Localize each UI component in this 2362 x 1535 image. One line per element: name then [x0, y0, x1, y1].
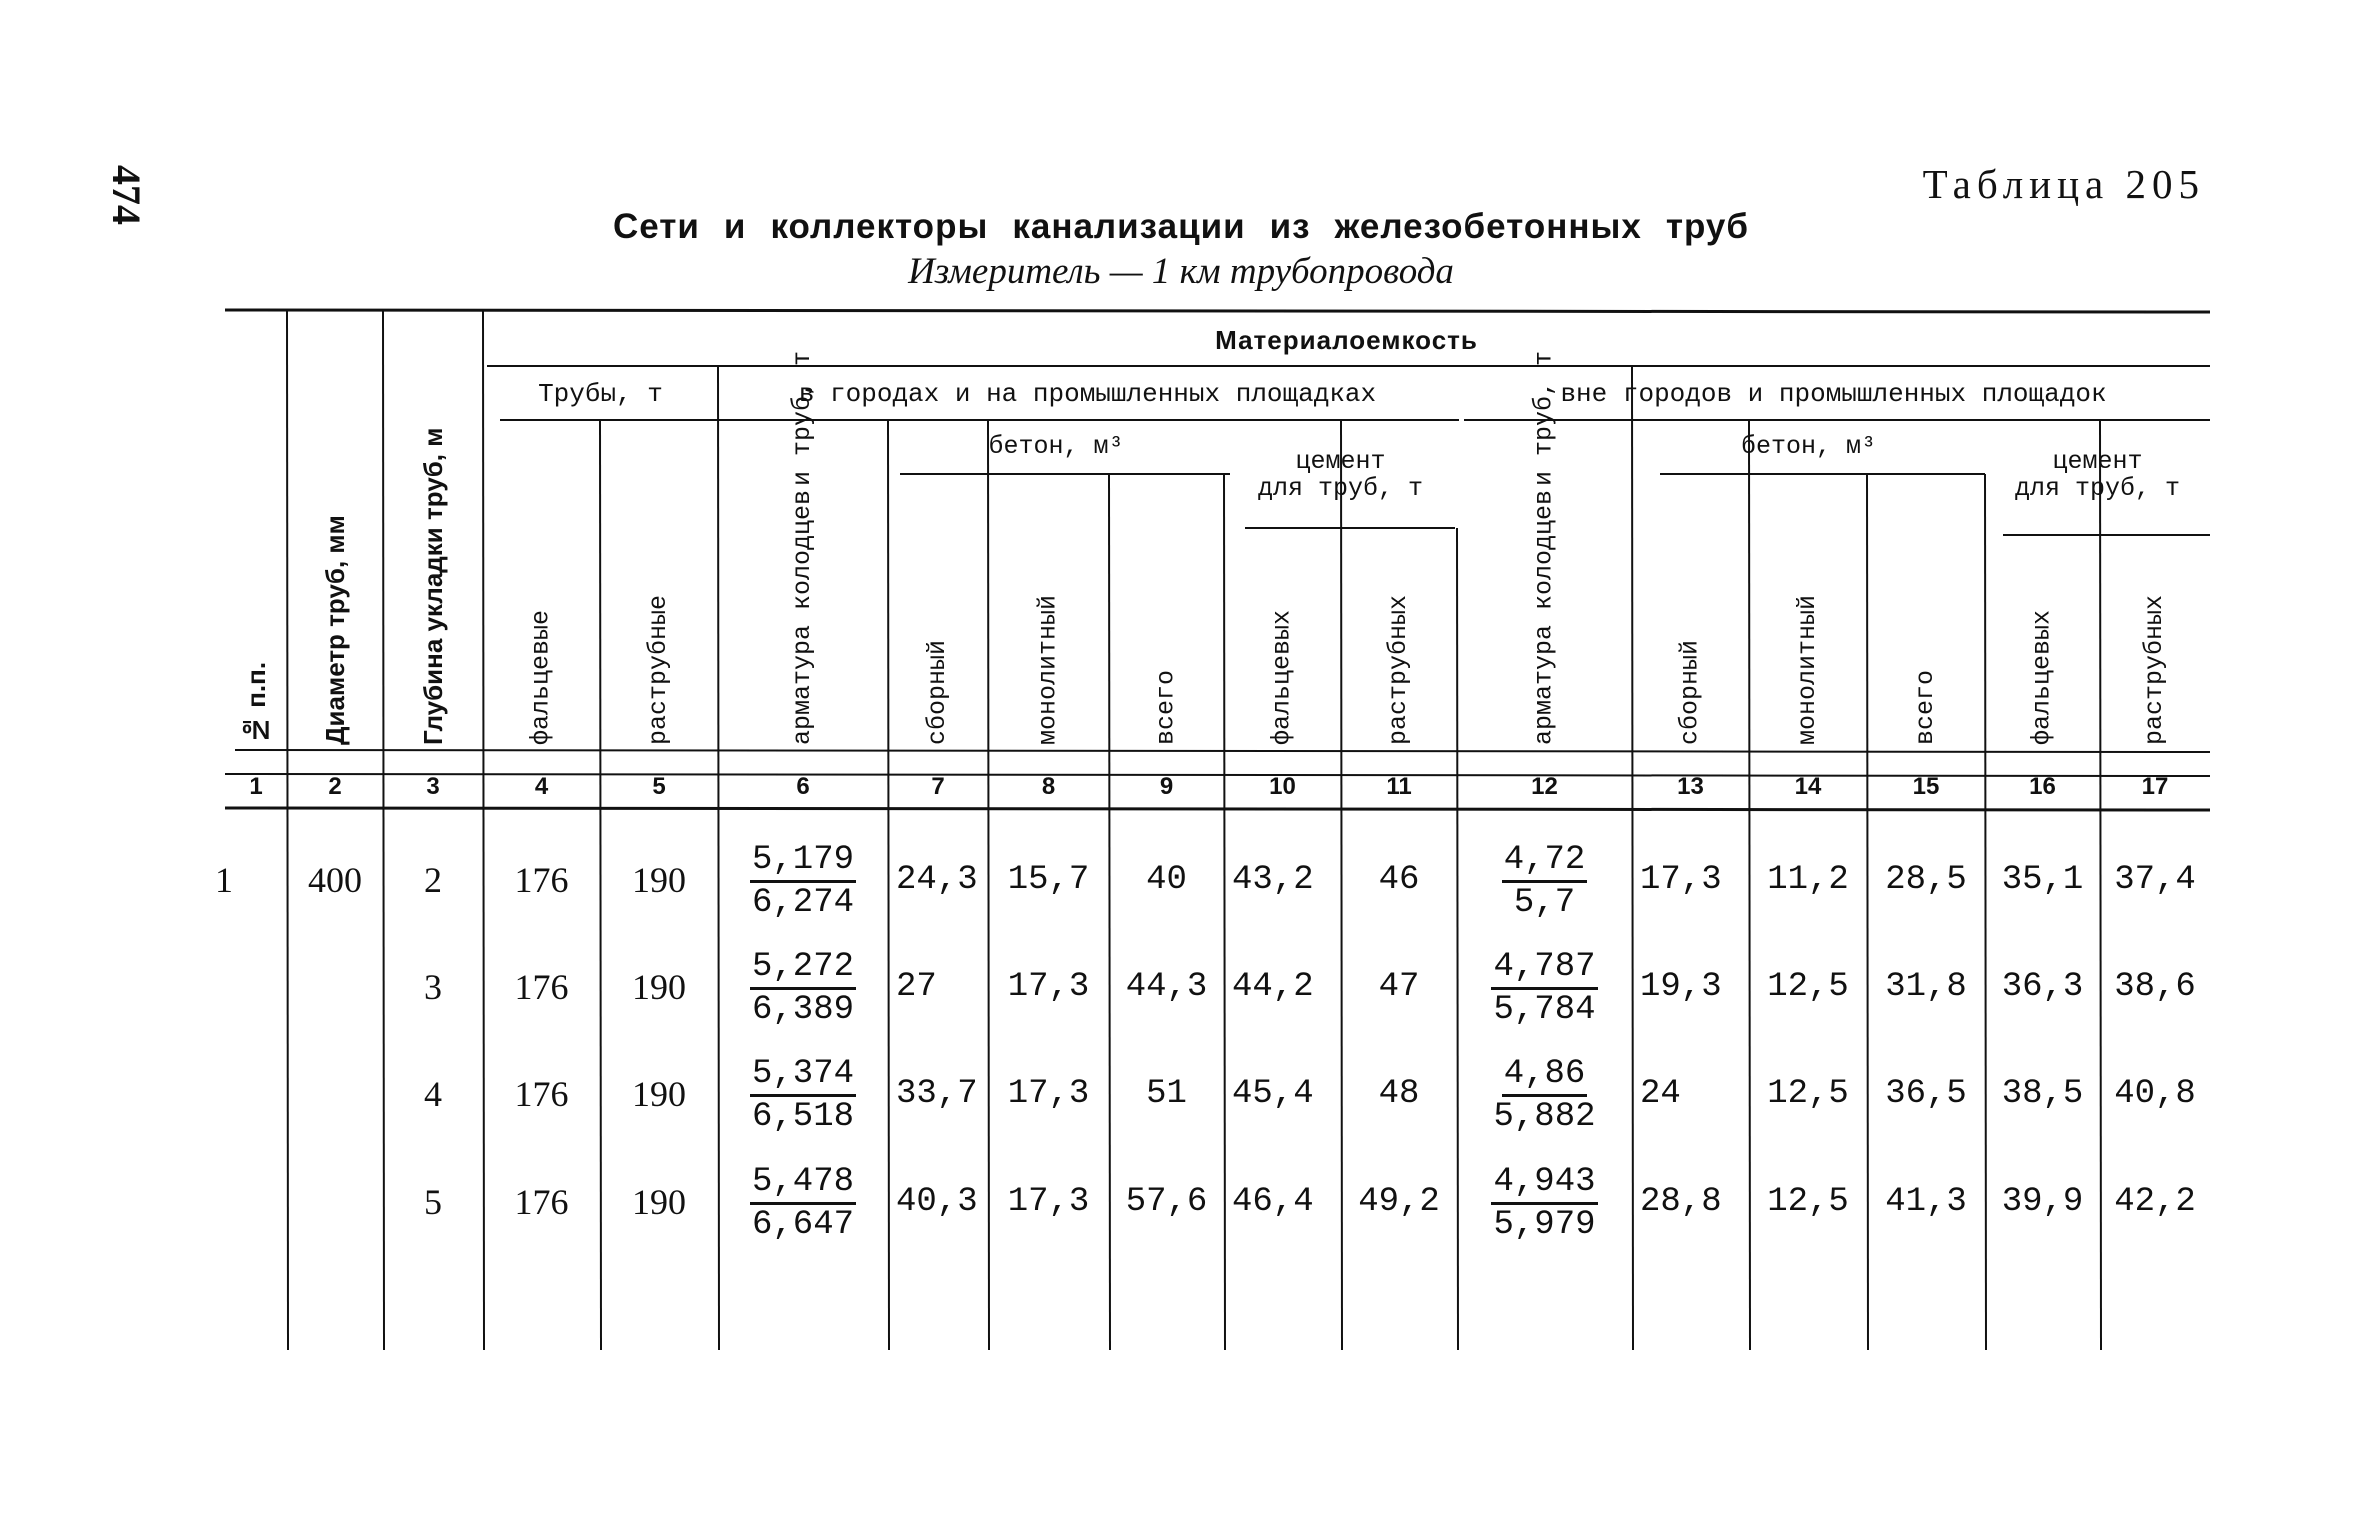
- fraction-denominator: 6,518: [751, 1098, 855, 1136]
- table-subtitle: Измеритель — 1 км трубопровода: [908, 251, 1454, 292]
- table-cell: 44,3: [1125, 968, 1208, 1006]
- table-cell: 43,2: [1232, 861, 1314, 899]
- title-word: железобетонных: [1334, 207, 1642, 246]
- table-cell: 38,6: [2114, 968, 2196, 1006]
- table-cell: 40: [1146, 861, 1187, 899]
- header-armatura-line: и труб, т: [788, 350, 817, 486]
- table-cell: 27: [896, 968, 937, 1006]
- title-word: из: [1269, 207, 1311, 246]
- table-cell: 40,8: [2114, 1075, 2196, 1113]
- table-cell: 33,7: [896, 1075, 978, 1113]
- fraction-numerator: 5,374: [750, 1054, 856, 1097]
- table-cell: 49,2: [1358, 1183, 1440, 1221]
- table-cell: 46: [1378, 861, 1420, 899]
- fraction-cell: [718, 1162, 888, 1245]
- fraction-denominator: 6,647: [751, 1206, 855, 1244]
- fraction-numerator: 5,272: [750, 947, 856, 990]
- table-cell: [287, 962, 383, 1012]
- table-cell: 38,5: [2001, 1075, 2084, 1113]
- header-falc: фальцевые: [526, 609, 556, 745]
- title-word: и: [723, 207, 747, 246]
- grid-line: [225, 310, 2210, 312]
- header-cement-line: для труб, т: [2014, 474, 2181, 503]
- header-materialoemkost: Материалоемкость: [1215, 324, 1478, 355]
- table-cell: [215, 1069, 277, 1119]
- fraction-numerator: 4,787: [1491, 947, 1597, 990]
- table-cell: 57,6: [1125, 1183, 1208, 1221]
- header-cement: [1224, 440, 1457, 510]
- header-cement-line: цемент: [2052, 447, 2143, 476]
- table-cell: 17,3: [1007, 1183, 1090, 1221]
- fraction-numerator: 4,86: [1502, 1054, 1588, 1097]
- column-number: 17: [2141, 773, 2169, 800]
- table-cell: 39,9: [2001, 1183, 2084, 1221]
- title-word: труб: [1665, 207, 1749, 246]
- column-number: 4: [534, 773, 549, 800]
- table-cell: 19,3: [1640, 968, 1722, 1006]
- column-number: 3: [426, 773, 440, 800]
- table-cell: 176: [514, 860, 569, 900]
- table-cell: 28,5: [1885, 861, 1967, 899]
- table-cell: 40,3: [896, 1183, 978, 1221]
- title-word: Сети: [612, 207, 700, 246]
- table-cell: 46,4: [1232, 1183, 1314, 1221]
- fraction-cell: [1457, 1054, 1632, 1137]
- header-beton: бетон, м³: [1740, 431, 1877, 461]
- table-cell: 176: [514, 967, 569, 1007]
- header-rastr_gen: раструбных: [2140, 594, 2169, 745]
- fraction-cell: [718, 840, 888, 923]
- table-cell: 2: [424, 860, 442, 900]
- table-cell: 35,1: [2001, 861, 2084, 899]
- header-falc_gen: фальцевых: [1267, 609, 1297, 745]
- header-monolit: монолитный: [1793, 594, 1822, 745]
- header-sborny: сборный: [923, 639, 952, 745]
- table-cell: 17,3: [1007, 1075, 1090, 1113]
- header-armatura-line: арматура колодцев: [1529, 489, 1559, 745]
- table-cell: 5: [424, 1182, 442, 1222]
- table-cell: 3: [424, 967, 442, 1007]
- column-number: 16: [2029, 773, 2056, 800]
- fraction-numerator: 4,72: [1502, 840, 1588, 883]
- table-cell: 44,2: [1232, 968, 1314, 1006]
- table-cell: 24: [1640, 1075, 1681, 1113]
- table-cell: 12,5: [1767, 1183, 1849, 1221]
- header-cement: [1985, 440, 2210, 510]
- column-number: 7: [931, 773, 945, 800]
- table-cell: 176: [514, 1074, 569, 1114]
- fraction-cell: [1457, 840, 1632, 923]
- table-cell: 36,5: [1885, 1075, 1967, 1113]
- table-label: Таблица 205: [1922, 161, 2205, 207]
- table-cell: 48: [1378, 1075, 1420, 1113]
- table-cell: 12,5: [1767, 1075, 1849, 1113]
- table-cell: 31,8: [1885, 968, 1967, 1006]
- header-cement-line: цемент: [1295, 447, 1386, 476]
- table-cell: 41,3: [1885, 1183, 1967, 1221]
- header-armatura: [1457, 350, 1632, 745]
- fraction-numerator: 5,478: [750, 1162, 856, 1205]
- table-cell: 51: [1146, 1075, 1187, 1113]
- column-number: 6: [796, 773, 810, 800]
- header-in-cities: в городах и на промышленных площадках: [798, 379, 1377, 409]
- table-cell: 24,3: [896, 861, 978, 899]
- table-cell: 1: [215, 860, 233, 900]
- table-cell: 36,3: [2001, 968, 2084, 1006]
- header-cement-line: для труб, т: [1257, 474, 1424, 503]
- column-number: 8: [1041, 773, 1056, 800]
- header-rastr_gen: раструбных: [1384, 594, 1413, 745]
- table-cell: 28,8: [1640, 1183, 1722, 1221]
- table-cell: 17,3: [1640, 861, 1722, 899]
- header-sborny: сборный: [1675, 639, 1705, 745]
- table-cell: 37,4: [2114, 861, 2196, 899]
- column-number: 9: [1159, 773, 1174, 800]
- fraction-denominator: 5,979: [1493, 1206, 1596, 1244]
- header-falc_gen: фальцевых: [2027, 609, 2057, 745]
- title-word: коллекторы: [770, 207, 989, 246]
- table-cell: 190: [632, 1074, 686, 1114]
- table-cell: 190: [632, 967, 686, 1007]
- header-out-cities: вне городов и промышленных площадок: [1560, 379, 2107, 409]
- column-number: 5: [652, 773, 666, 800]
- table-cell: 190: [632, 1182, 686, 1222]
- table-cell: 176: [514, 1182, 569, 1222]
- title-word: канализации: [1012, 207, 1246, 246]
- header-armatura: [718, 350, 888, 745]
- fraction-denominator: 6,274: [751, 884, 855, 922]
- fraction-denominator: 5,882: [1493, 1098, 1596, 1136]
- column-number: 2: [328, 773, 342, 800]
- column-number: 13: [1677, 773, 1704, 800]
- header-monolit: монолитный: [1033, 594, 1063, 745]
- column-number: 10: [1269, 773, 1296, 800]
- table-cell: 17,3: [1007, 968, 1090, 1006]
- fraction-denominator: 5,7: [1513, 884, 1576, 922]
- column-number: 12: [1531, 773, 1558, 800]
- table-cell: 4: [424, 1074, 442, 1114]
- page-number: 474: [104, 165, 149, 225]
- header-rastr: раструбные: [644, 594, 673, 745]
- table-cell: 42,2: [2114, 1183, 2196, 1221]
- table-cell: 190: [632, 860, 686, 900]
- column-number: 1: [249, 773, 263, 800]
- header-num: № п.п.: [241, 661, 271, 745]
- table-cell: 47: [1378, 968, 1420, 1006]
- header-vsego: всего: [1151, 669, 1181, 745]
- header-diameter: Диаметр труб, мм: [320, 515, 350, 745]
- header-armatura-line: арматура колодцев: [788, 489, 817, 745]
- header-pipes: Трубы, т: [538, 379, 663, 409]
- table-cell: 45,4: [1232, 1075, 1314, 1113]
- grid-line: [235, 750, 2210, 752]
- fraction-cell: [718, 947, 888, 1030]
- table-cell: 15,7: [1007, 861, 1090, 899]
- column-number: 14: [1794, 773, 1822, 800]
- header-beton: бетон, м³: [988, 431, 1124, 461]
- table-cell: [215, 962, 277, 1012]
- table-cell: [215, 1177, 277, 1227]
- fraction-numerator: 5,179: [750, 840, 856, 883]
- table-cell: [287, 1069, 383, 1119]
- column-number: 11: [1386, 773, 1412, 800]
- column-number: 15: [1912, 773, 1940, 800]
- table-cell: 11,2: [1767, 861, 1849, 899]
- table-cell: [287, 1177, 383, 1227]
- header-vsego: всего: [1911, 669, 1940, 745]
- table-cell: 12,5: [1767, 968, 1849, 1006]
- fraction-cell: [718, 1054, 888, 1137]
- table-cell: 400: [308, 860, 362, 900]
- fraction-denominator: 6,389: [751, 991, 855, 1029]
- fraction-cell: [1457, 947, 1632, 1030]
- fraction-denominator: 5,784: [1493, 991, 1596, 1029]
- header-armatura-line: и труб, т: [1529, 350, 1559, 486]
- header-depth: Глубина укладки труб, м: [418, 427, 448, 745]
- fraction-cell: [1457, 1162, 1632, 1245]
- fraction-numerator: 4,943: [1491, 1162, 1597, 1205]
